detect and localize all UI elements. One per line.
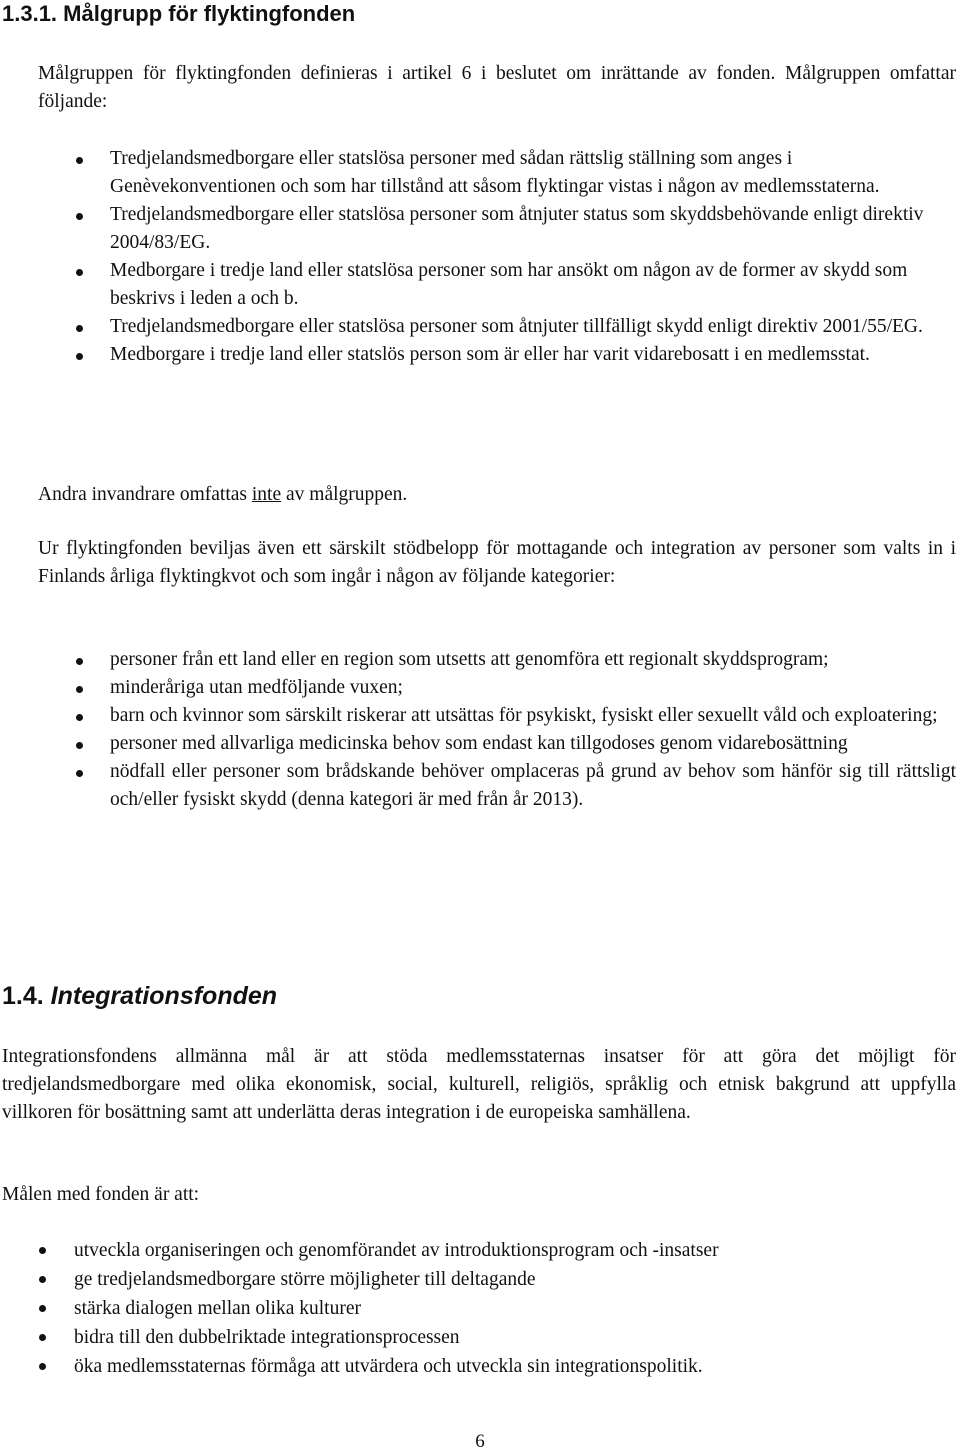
goals-label bbox=[2, 1181, 956, 1209]
bullet-icon bbox=[39, 1247, 46, 1254]
section-heading-131: 1.3.1. Målgrupp för flyktingfonden bbox=[2, 1, 356, 26]
list-item: Medborgare i tredje land eller statslös person som är eller har varit vidarebosatt i en medlemsstat. bbox=[0, 341, 960, 369]
bullet-icon bbox=[76, 742, 83, 749]
list-item: personer från ett land eller en region som utsetts att genomföra ett regionalt skyddsprogram; bbox=[0, 646, 960, 674]
target-group-list-container bbox=[0, 145, 960, 369]
goals-label-text: Målen med fonden är att: bbox=[2, 1184, 200, 1205]
intro-paragraph: Målgruppen för flyktingfonden definieras i artikel 6 i beslutet om inrättande av fonden. Målgruppen omfattar följande: bbox=[38, 63, 956, 112]
category-list bbox=[0, 646, 960, 814]
list-item: nödfall eller personer som brådskande behöver omplaceras på grund av behov som hänför sig till rättsligt och/eller fysiskt skydd (denna kategori är med från år 2013). bbox=[0, 758, 960, 814]
bullet-icon bbox=[76, 213, 83, 220]
target-group-intro bbox=[38, 60, 956, 116]
integration-intro-paragraph: Integrationsfondens allmänna mål är att stöda medlemsstaternas insatser för att göra det möjligt för tredjelandsmedborgare med olika ekonomisk, social, kulturell, religiös, språklig och etnisk bakgrund att uppfylla villkoren för bosättning samt att underlätta deras integration i de europeiska samhällena. bbox=[2, 1046, 956, 1123]
list-item: bidra till den dubbelriktade integrationsprocessen bbox=[0, 1323, 960, 1352]
bullet-icon bbox=[39, 1363, 46, 1370]
bullet-icon bbox=[39, 1334, 46, 1341]
section-heading-14: 1.4. Integrationsfonden bbox=[2, 982, 278, 1010]
list-item: stärka dialogen mellan olika kulturer bbox=[0, 1294, 960, 1323]
list-item: personer med allvarliga medicinska behov som endast kan tillgodoses genom vidarebosättning bbox=[0, 730, 960, 758]
goals-list bbox=[0, 1236, 960, 1381]
list-item: Medborgare i tredje land eller statslösa personer som har ansökt om någon av de former av skydd som beskrivs i leden a och b. bbox=[0, 257, 960, 313]
bullet-icon bbox=[39, 1276, 46, 1283]
special-allowance-paragraph: Ur flyktingfonden beviljas även ett särskilt stödbelopp för mottagande och integration av personer som valts in i Finlands årliga flyktingkvot och som ingår i någon av följande kategorier: bbox=[38, 538, 956, 587]
list-item: öka medlemsstaternas förmåga att utvärdera och utveckla sin integrationspolitik. bbox=[0, 1352, 960, 1381]
bullet-icon bbox=[76, 658, 83, 665]
page-number: 6 bbox=[475, 1431, 485, 1452]
list-item: ge tredjelandsmedborgare större möjligheter till deltagande bbox=[0, 1265, 960, 1294]
bullet-icon bbox=[76, 714, 83, 721]
bullet-icon bbox=[76, 686, 83, 693]
goals-list-container bbox=[0, 1236, 960, 1381]
bullet-icon bbox=[76, 325, 83, 332]
category-list-container bbox=[0, 646, 960, 814]
underlined-word: inte bbox=[251, 484, 282, 505]
excluded-paragraph: Andra invandrare omfattas inte av målgruppen. bbox=[38, 484, 408, 505]
bullet-icon bbox=[76, 353, 83, 360]
special-allowance bbox=[38, 535, 956, 591]
list-item: minderåriga utan medföljande vuxen; bbox=[0, 674, 960, 702]
list-item: utveckla organiseringen och genomförandet av introduktionsprogram och -insatser bbox=[0, 1236, 960, 1265]
bullet-icon bbox=[76, 770, 83, 777]
integration-intro bbox=[2, 1043, 956, 1127]
excluded-note bbox=[38, 481, 956, 509]
list-item: Tredjelandsmedborgare eller statslösa personer som åtnjuter status som skyddsbehövande enligt direktiv 2004/83/EG. bbox=[0, 201, 960, 257]
list-item: barn och kvinnor som särskilt riskerar att utsättas för psykiskt, fysiskt eller sexuellt våld och exploatering; bbox=[0, 702, 960, 730]
bullet-icon bbox=[39, 1305, 46, 1312]
list-item: Tredjelandsmedborgare eller statslösa personer med sådan rättslig ställning som anges i Genèvekonventionen och som har tillstånd att såsom flyktingar vistas i någon av medlemsstaterna. bbox=[0, 145, 960, 201]
bullet-icon bbox=[76, 157, 83, 164]
target-group-list bbox=[0, 145, 960, 369]
list-item: Tredjelandsmedborgare eller statslösa personer som åtnjuter tillfälligt skydd enligt direktiv 2001/55/EG. bbox=[0, 313, 960, 341]
bullet-icon bbox=[76, 269, 83, 276]
